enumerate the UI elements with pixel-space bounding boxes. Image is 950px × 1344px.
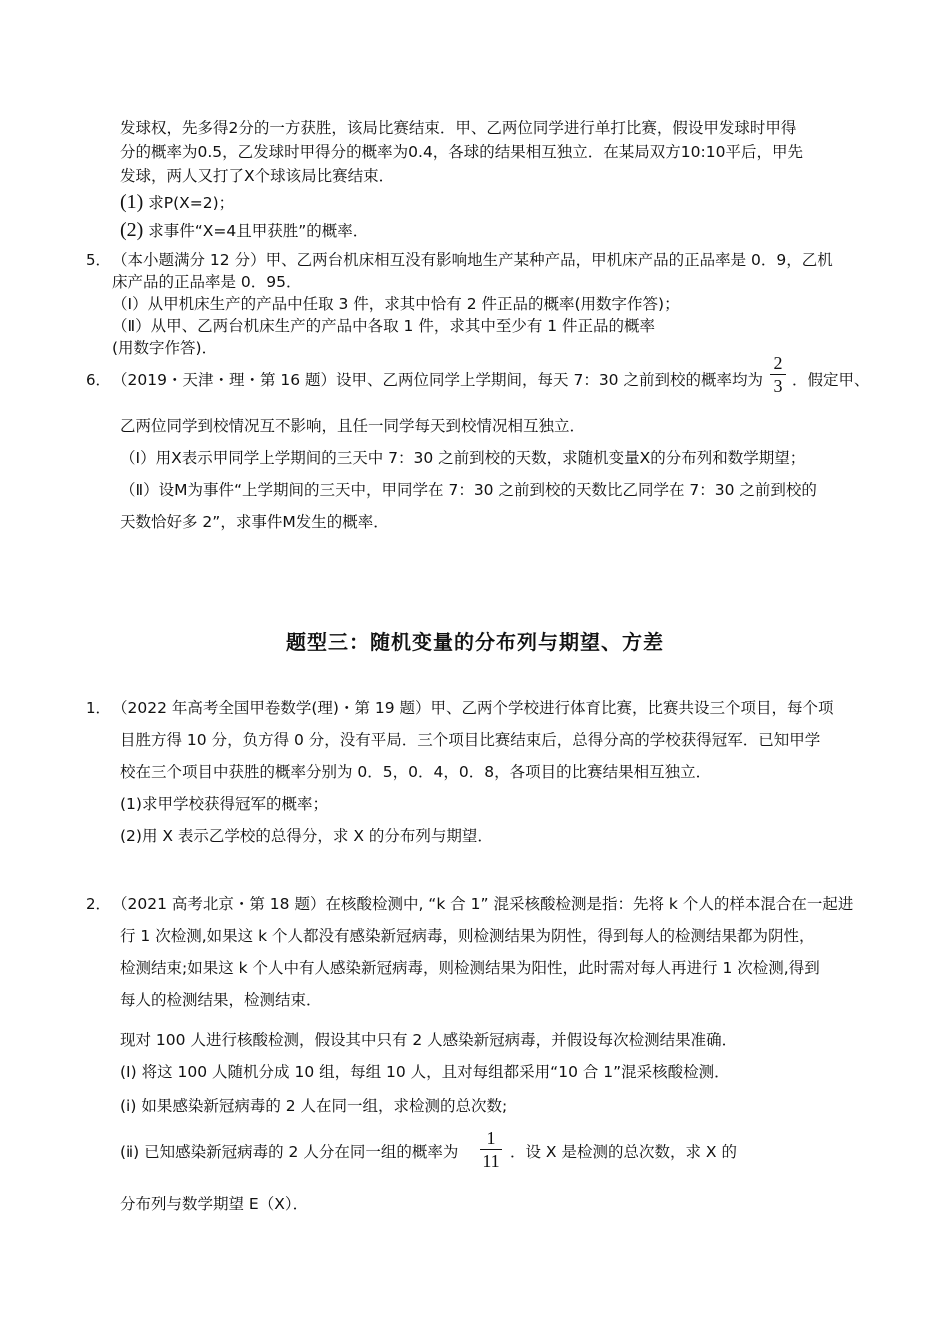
- problem-number: 1．: [86, 699, 111, 717]
- text-line: 天数恰好多 2”，求事件M发生的概率．: [120, 513, 389, 531]
- text-line: 检测结束;如果这 k 个人中有人感染新冠病毒，则检测结果为阳性，此时需对每人再进行 1 次检测,得到: [120, 959, 820, 977]
- text-line: 分布列与数学期望 E（X）．: [120, 1195, 309, 1213]
- text-line: 现对 100 人进行核酸检测，假设其中只有 2 人感染新冠病毒，并假设每次检测结果准确．: [120, 1031, 738, 1049]
- text-line: 目胜方得 10 分，负方得 0 分，没有平局．三个项目比赛结束后，总得分高的学校获得冠军．已知甲学: [120, 731, 821, 749]
- text-line: （Ⅰ）从甲机床生产的产品中任取 3 件，求其中恰有 2 件正品的概率(用数字作答)；: [112, 295, 680, 313]
- part-text: 求事件“X=4且甲获胜”的概率．: [148, 222, 369, 240]
- problem-number: 6．: [86, 371, 111, 389]
- text-line: (用数字作答)．: [112, 339, 218, 357]
- problem-number: 2．: [86, 895, 111, 913]
- text-line: （Ⅱ）设M为事件“上学期间的三天中，甲同学在 7：30 之前到校的天数比乙同学在 7：30 之前到校的: [120, 481, 817, 499]
- text-line: 发球，两人又打了X个球该局比赛结束．: [120, 167, 395, 185]
- fraction-numerator: 1: [486, 1128, 496, 1148]
- text-line: （2022 年高考全国甲卷数学(理)・第 19 题）甲、乙两个学校进行体育比赛，比赛共设三个项目，每个项: [112, 699, 834, 717]
- text-line: （2019・天津・理・第 16 题）设甲、乙两位同学上学期间，每天 7：30 之前到校的概率均为: [112, 371, 763, 389]
- text-line: 分的概率为0.5，乙发球时甲得分的概率为0.4，各球的结果相互独立．在某局双方10:10平后，甲先: [120, 143, 803, 161]
- text-line: (Ⅰ) 将这 100 人随机分成 10 组，每组 10 人，且对每组都采用“10 合 1”混采核酸检测．: [120, 1063, 730, 1081]
- part-number: (2): [120, 219, 144, 241]
- text-line: 行 1 次检测,如果这 k 个人都没有感染新冠病毒，则检测结果为阴性，得到每人的检测结果都为阴性，: [120, 927, 815, 945]
- text-line: 每人的检测结果，检测结束．: [120, 991, 322, 1009]
- text-line: （本小题满分 12 分）甲、乙两台机床相互没有影响地生产某种产品，甲机床产品的正品率是 0．9，乙机: [112, 251, 833, 269]
- text-line: 乙两位同学到校情况互不影响，且任一同学每天到校情况相互独立．: [120, 417, 586, 435]
- text-line: (1)求甲学校获得冠军的概率；: [120, 795, 328, 813]
- text-line: （Ⅰ）用X表示甲同学上学期间的三天中 7：30 之前到校的天数，求随机变量X的分布列和数学期望；: [120, 449, 806, 467]
- fraction-denominator: 3: [773, 376, 783, 396]
- fraction-one-eleventh: [480, 1128, 502, 1171]
- text-line: (2)用 X 表示乙学校的总得分，求 X 的分布列与期望．: [120, 827, 493, 845]
- text-line: 校在三个项目中获胜的概率分别为 0．5，0．4，0．8，各项目的比赛结果相互独立．: [120, 763, 712, 781]
- text-line: ．假定甲、: [792, 371, 870, 389]
- fraction-two-thirds: [770, 353, 786, 396]
- fraction-bar: [480, 1149, 502, 1150]
- question-part-1: [120, 192, 234, 213]
- fraction-numerator: 2: [773, 353, 783, 373]
- part-number: (1): [120, 191, 144, 213]
- part-text: 求P(X=2)；: [148, 194, 235, 212]
- fraction-bar: [770, 374, 786, 375]
- text-line: （Ⅱ）从甲、乙两台机床生产的产品中各取 1 件，求其中至少有 1 件正品的概率: [112, 317, 656, 335]
- text-line: 发球权，先多得2分的一方获胜，该局比赛结束．甲、乙两位同学进行单打比赛，假设甲发球时甲得: [120, 119, 797, 137]
- text-line: ．设 X 是检测的总次数，求 X 的: [510, 1143, 737, 1161]
- problem-number: 5．: [86, 251, 111, 269]
- fraction-denominator: 11: [482, 1151, 500, 1171]
- text-line: (ⅱ) 已知感染新冠病毒的 2 人分在同一组的概率为: [120, 1143, 459, 1161]
- question-part-2: [120, 220, 368, 241]
- text-line: （2021 高考北京・第 18 题）在核酸检测中, “k 合 1” 混采核酸检测是指：先将 k 个人的样本混合在一起进: [112, 895, 854, 913]
- text-line: 床产品的正品率是 0．95．: [112, 273, 302, 291]
- section-heading: 题型三：随机变量的分布列与期望、方差: [286, 630, 664, 654]
- text-line: (ⅰ) 如果感染新冠病毒的 2 人在同一组，求检测的总次数;: [120, 1097, 508, 1115]
